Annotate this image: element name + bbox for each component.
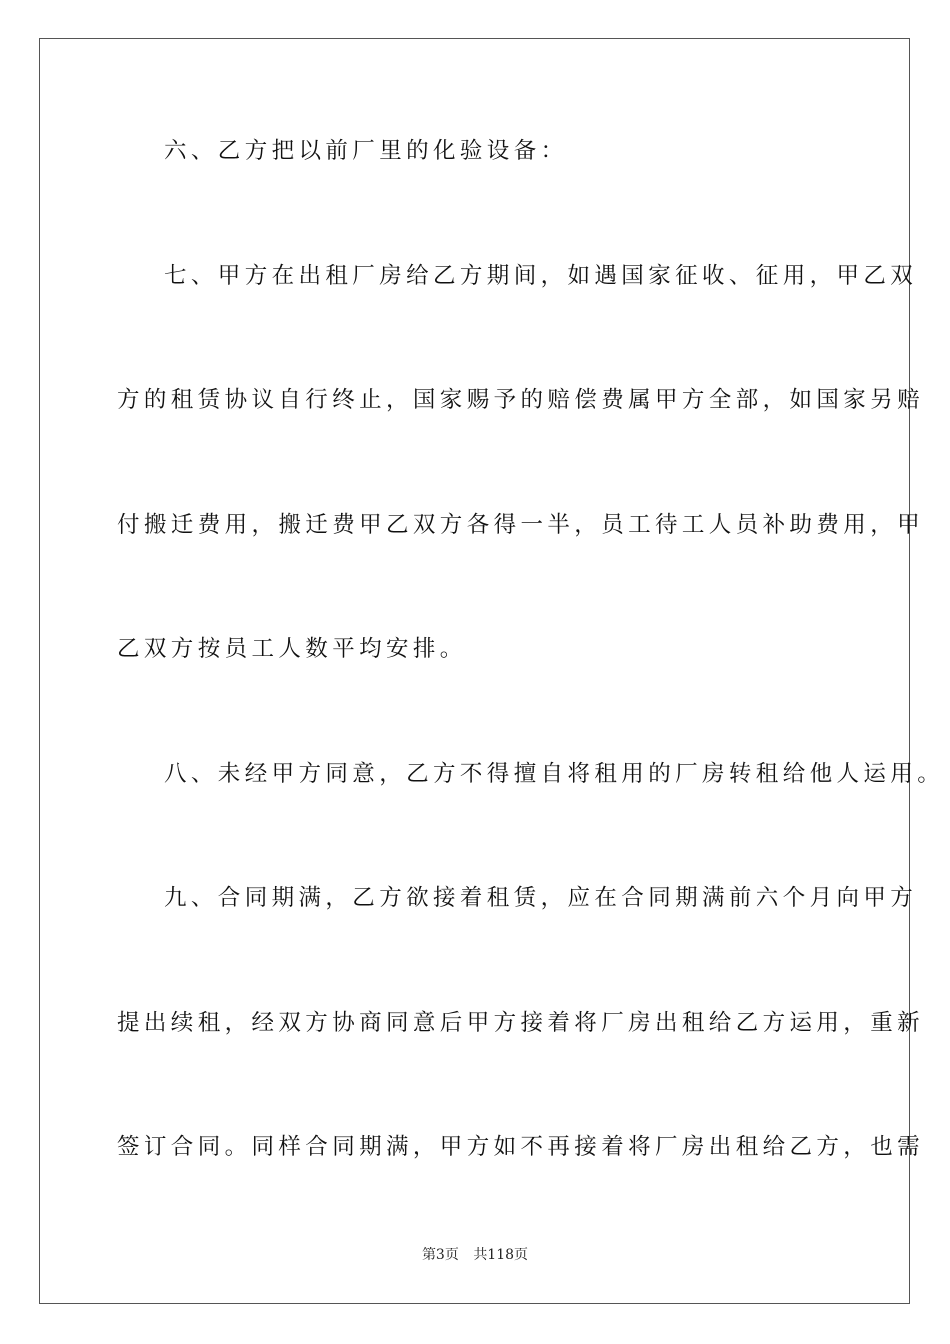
paragraph-line-9: 签订合同。同样合同期满，甲方如不再接着将厂房出租给乙方，也需 — [117, 1134, 925, 1160]
total-pages: 共118页 — [473, 1247, 529, 1263]
paragraph-line-2: 七、甲方在出租厂房给乙方期间，如遇国家征收、征用，甲乙双 — [164, 263, 918, 289]
paragraph-line-8: 提出续租，经双方协商同意后甲方接着将厂房出租给乙方运用，重新 — [117, 1010, 925, 1036]
paragraph-line-1: 六、乙方把以前厂里的化验设备： — [164, 138, 568, 164]
page-footer — [0, 1246, 950, 1264]
paragraph-line-3: 方的租赁协议自行终止，国家赐予的赔偿费属甲方全部，如国家另赔 — [117, 387, 925, 413]
paragraph-line-4: 付搬迁费用，搬迁费甲乙双方各得一半，员工待工人员补助费用，甲 — [117, 512, 925, 538]
paragraph-line-7: 九、合同期满，乙方欲接着租赁，应在合同期满前六个月向甲方 — [164, 885, 918, 911]
page-border — [39, 38, 910, 1304]
paragraph-line-5: 乙双方按员工人数平均安排。 — [117, 636, 467, 662]
page-number: 第3页 — [421, 1247, 459, 1263]
paragraph-line-6: 八、未经甲方同意，乙方不得擅自将租用的厂房转租给他人运用。 — [164, 761, 945, 787]
